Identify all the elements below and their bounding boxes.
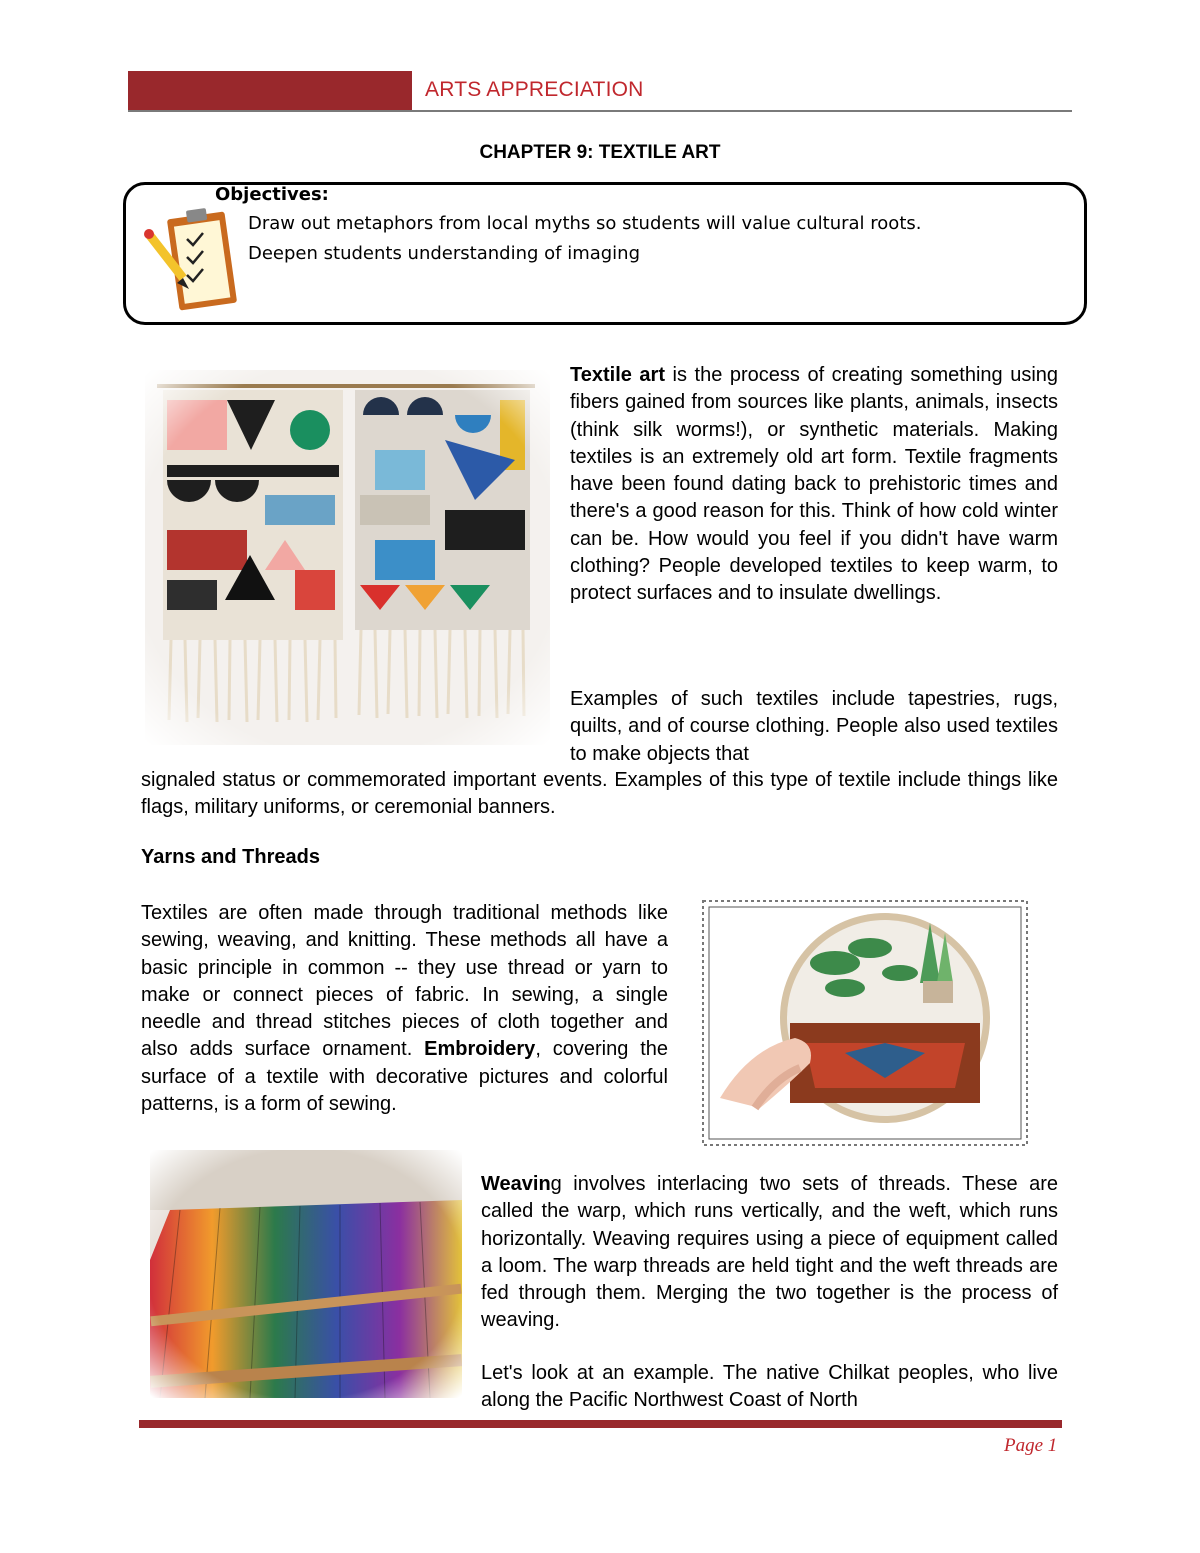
examples-paragraph-start: Examples of such textiles include tapestries, rugs, quilts, and of course clothing. People also used textiles to make objects that [570, 688, 1058, 765]
yarns-paragraph: Textiles are often made through traditional methods like sewing, weaving, and knitting. These methods all have a basic principle in common -- they use thread or yarn to make or connect pieces of fabric. In sewing, a single needle and thread stitches pieces of cloth together and also adds surface ornament. Embroidery, covering the surface of a textile with decorative pictures and colorful patterns, is a form of sewing. [141, 902, 668, 1116]
embroidery-hoop-image [695, 893, 1035, 1153]
weaving-term: Weavin [481, 1173, 551, 1195]
course-title: ARTS APPRECIATION [425, 78, 644, 101]
weaving-paragraph: Weaving involves interlacing two sets of threads. These are called the warp, which runs vertically, and the weft, which runs horizontally. Weaving requires using a piece of equipment called a loom. The warp threads are held tight and the weft threads are fed through them. Merging the two together is the process of weaving. [481, 1173, 1058, 1332]
objective-item: Deepen students understanding of imaging [248, 243, 641, 264]
objective-item: Draw out metaphors from local myths so students will value cultural roots. [248, 213, 922, 234]
footer-rule [139, 1420, 1062, 1428]
textile-art-term: Textile art [570, 364, 665, 386]
examples-paragraph-end: signaled status or commemorated important events. Examples of this type of textile include things like flags, military uniforms, or ceremonial banners. [141, 769, 1058, 819]
header-bar [128, 71, 412, 111]
intro-paragraph: Textile art is the process of creating something using fibers gained from sources like plants, animals, insects (think silk worms!), or synthetic materials. Making textiles is an extremely old art form. Textile fragments have been found dating back to prehistoric times and there's a good reason for this. Think of how cold winter can be. How would you feel if you didn't have warm clothing? People developed textiles to keep warm, to protect surfaces and to insulate dwellings. [570, 364, 1059, 605]
clipboard-pencil-icon [143, 203, 243, 315]
embroidery-term: Embroidery [424, 1038, 536, 1061]
objectives-heading: Objectives: [215, 184, 329, 205]
header-rule [128, 110, 1072, 112]
chilkat-paragraph: Let's look at an example. The native Chilkat peoples, who live along the Pacific Northwest Coast of North [481, 1362, 1058, 1412]
woven-tapestries-image [145, 370, 550, 745]
page-number: Page 1 [1004, 1435, 1058, 1456]
chapter-title: CHAPTER 9: TEXTILE ART [479, 142, 721, 163]
section-heading-yarns: Yarns and Threads [141, 846, 320, 868]
weaving-loom-image [150, 1150, 462, 1398]
